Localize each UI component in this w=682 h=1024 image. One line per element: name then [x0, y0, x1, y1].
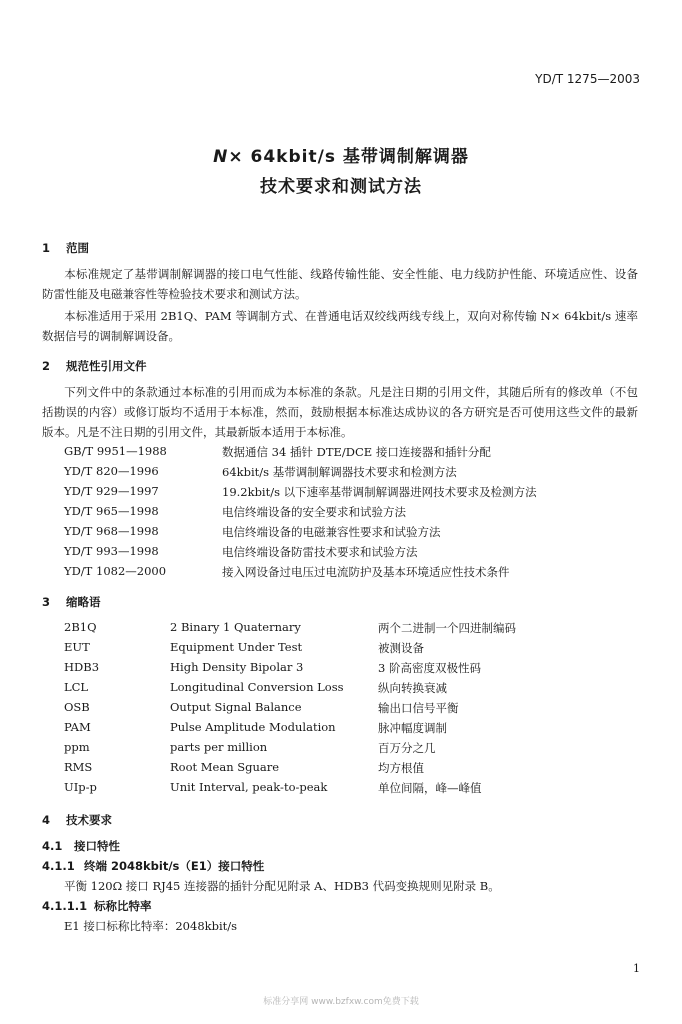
- section1-paragraph2: 本标准适用于采用 2B1Q、PAM 等调制方式、在普通电话双绞线两线专线上，双向对称传输 N× 64kbit/s 速率数据信号的调制解调设备。: [42, 309, 638, 343]
- section2-paragraph: 下列文件中的条款通过本标准的引用而成为本标准的条款。凡是注日期的引用文件，其随后所有的修改单（不包括勘误的内容）或修订版均不适用于本标准，然而，鼓励根据本标准达成协议的各方研究是否可使用这些文件的最新版本。凡是不注日期的引用文件，其最新版本适用于本标准。: [42, 385, 638, 439]
- document-page: YD/T 1275—2003 N× 64kbit/s 基带调制解调器 技术要求和测试方法 1 范围 本标准规定了基带调制解调器的接口电气性能、线路传输性能、安全性能、电力线防护性能、环境适应性、设备防雷性能及电磁兼容性等检验技术要求和测试方法。 本标准适用于采用 2B1Q、PAM 等调制方式、在普通电话双绞线两线专线上，双向对称传输 N× 64kbit/s 速率数据信号的调制解调设备。 2 规范性引用文件 下列文件中的条款通过本标准的引用而成为本标准的条款。凡是注日期的引用文件，其随后所有的修改单（不包括勘误的内容）或修订版均不适用于本标准，然而，鼓励根据本标准达成协议的各方研究是否可使用这些文件的最新版本。凡是不注日期的引用文件，其最新版本适用于本标准。 GB/T 9951—1988 数据通信 34 插针 DTE/DCE 接口连接器和插针分配 YD/T 820—1996 64kbit/s 基带调制解调器技术要求和检测方法 YD/T 929—1997 19.2kbit/s 以下速率基带调制解调器进网技术要求及检测方法 YD/T 965—1998 电信终端设备的安全要求和试验方法 YD/T 968—1998 电信终端设备的电磁兼容性要求和试验方法 YD/T 993—1998 电信终端设备防雷技术要求和试验方法 YD/T 1082—2000 接入网设备过电压过电流防护及基本环境适应性技术条件 3 缩略语 2B1Q 2 Binary 1 Quaternary 两个二进制一个四进制编码 EUT Equipment Under Test 被测设备 HDB3 High Density Bipolar 3 3 阶高密度双极性码 LCL Longitudinal Conversion Loss 纵向转换衰减 OSB Output Signal Balance 输出口信号平衡 PAM Pulse Amplitude Modulation 脉冲幅度调制 ppm parts per million 百万分之几 RMS Root Mean Sguare 均方根值 UIp-p Unit Interval, peak-to-peak 单位间隔，峰—峰值 4 技术要求 4.1 接口特性 4.1.1 终端 2048kbit/s（E1）接口特性 平衡 120Ω 接口 RJ45 连接器的插针分配见附录 A、HDB3 代码变换规则见附录 B。 4.1.1.1 标称比特率 E1 接口标称比特率：2048kbit/s 1 标准分享网 www.bzfxw.com免费下载: [0, 0, 682, 1024]
- subsection-4-1-1-text: 平衡 120Ω 接口 RJ45 连接器的插针分配见附录 A、HDB3 代码变换规则见附录 B。: [64, 879, 500, 893]
- document-title-line2: 技术要求和测试方法: [260, 177, 422, 197]
- standard-number: YD/T 1275—2003: [535, 72, 640, 86]
- page-number: 1: [633, 962, 640, 975]
- section-heading-3: 3 缩略语: [42, 595, 101, 609]
- section-heading-2: 2 规范性引用文件: [42, 359, 147, 373]
- site-watermark: 标准分享网 www.bzfxw.com免费下载: [263, 997, 419, 1007]
- document-title-line1: [0, 142, 682, 167]
- section1-paragraph1: 本标准规定了基带调制解调器的接口电气性能、线路传输性能、安全性能、电力线防护性能、环境适应性、设备防雷性能及电磁兼容性等检验技术要求和测试方法。: [42, 267, 638, 301]
- section-heading-4: 4 技术要求: [42, 813, 112, 827]
- subsection-heading-4-1-1: 4.1.1 终端 2048kbit/s（E1）接口特性: [42, 859, 265, 873]
- subsection-4-1-1-1-text: E1 接口标称比特率：2048kbit/s: [64, 919, 238, 933]
- subsection-heading-4-1: 4.1 接口特性: [42, 839, 120, 853]
- title-variable-n: N: [213, 147, 229, 167]
- subsection-heading-4-1-1-1: 4.1.1.1 标称比特率: [42, 899, 152, 913]
- title-line1-text: × 64kbit/s 基带调制解调器: [228, 147, 469, 167]
- section-heading-1: 1 范围: [42, 241, 89, 255]
